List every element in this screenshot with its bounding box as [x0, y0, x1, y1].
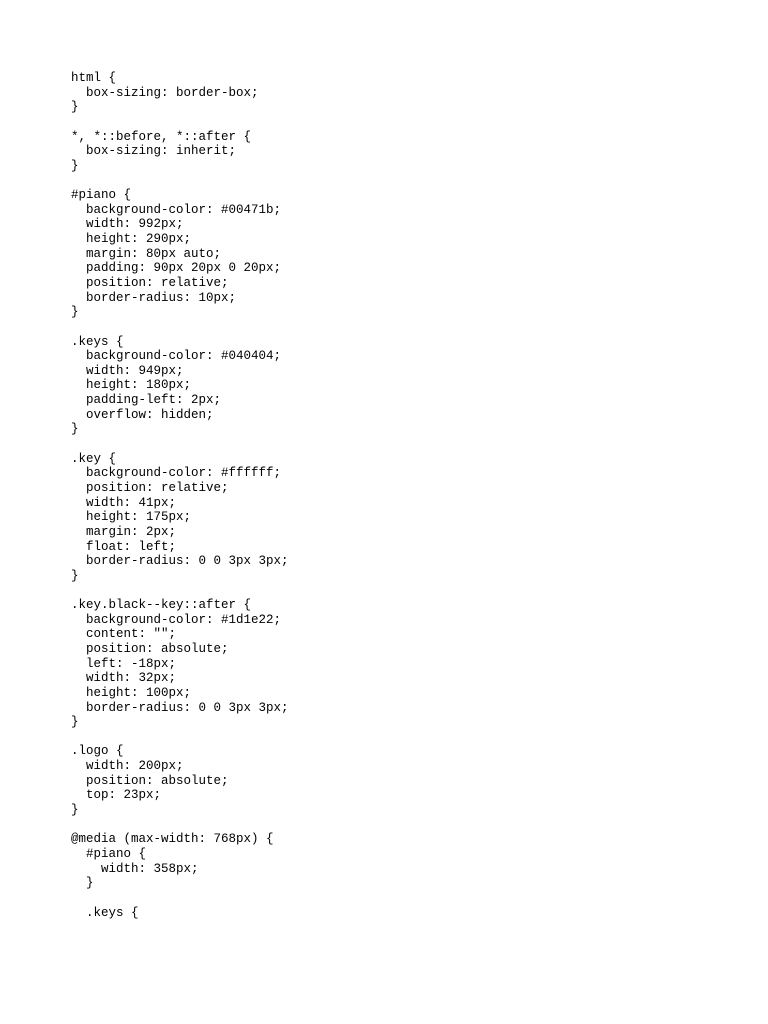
code-line: } — [71, 715, 79, 730]
code-line: border-radius: 0 0 3px 3px; — [71, 700, 289, 715]
code-line: } — [71, 876, 94, 891]
code-line: height: 100px; — [71, 685, 192, 700]
code-line: width: 32px; — [71, 671, 177, 686]
code-line: margin: 80px auto; — [71, 246, 222, 261]
code-line: #piano { — [71, 188, 132, 203]
code-line: height: 180px; — [71, 378, 192, 393]
code-line: padding: 90px 20px 0 20px; — [71, 261, 282, 276]
code-line: height: 290px; — [71, 232, 192, 247]
code-line: height: 175px; — [71, 510, 192, 525]
code-line: float: left; — [71, 539, 177, 554]
code-line: width: 200px; — [71, 759, 184, 774]
code-line: box-sizing: border-box; — [71, 85, 259, 100]
code-line: .keys { — [71, 334, 124, 349]
code-line: border-radius: 0 0 3px 3px; — [71, 554, 289, 569]
code-line: top: 23px; — [71, 788, 162, 803]
code-line: width: 41px; — [71, 495, 177, 510]
code-line: @media (max-width: 768px) { — [71, 832, 274, 847]
code-line: background-color: #1d1e22; — [71, 612, 282, 627]
code-line — [71, 173, 289, 188]
code-line — [71, 320, 289, 335]
code-line — [71, 818, 289, 833]
code-line — [71, 583, 289, 598]
code-line: } — [71, 803, 79, 818]
code-line: } — [71, 422, 79, 437]
code-line: overflow: hidden; — [71, 407, 214, 422]
code-line: .key.black--key::after { — [71, 598, 252, 613]
code-line: } — [71, 305, 79, 320]
code-line: box-sizing: inherit; — [71, 144, 237, 159]
code-line: position: relative; — [71, 275, 229, 290]
code-line: width: 992px; — [71, 217, 184, 232]
code-line: html { — [71, 71, 117, 85]
code-line: border-radius: 10px; — [71, 290, 237, 305]
code-line: #piano { — [71, 846, 147, 861]
code-line: } — [71, 158, 79, 173]
code-line — [71, 730, 289, 745]
code-line: position: absolute; — [71, 641, 229, 656]
code-line — [71, 891, 289, 906]
code-line: background-color: #040404; — [71, 349, 282, 364]
code-line: width: 358px; — [71, 861, 199, 876]
code-line: background-color: #00471b; — [71, 202, 282, 217]
code-line: padding-left: 2px; — [71, 393, 222, 408]
code-line: } — [71, 568, 79, 583]
code-line — [71, 115, 289, 130]
code-line: left: -18px; — [71, 656, 177, 671]
code-line: content: ""; — [71, 627, 177, 642]
code-line — [71, 437, 289, 452]
code-line: } — [71, 100, 79, 115]
code-line: width: 949px; — [71, 363, 184, 378]
code-line: position: relative; — [71, 480, 229, 495]
code-line: *, *::before, *::after { — [71, 129, 252, 144]
code-line: .keys { — [71, 905, 139, 920]
code-listing — [71, 71, 289, 920]
code-line: .logo { — [71, 744, 124, 759]
code-line: position: absolute; — [71, 773, 229, 788]
code-line: margin: 2px; — [71, 524, 177, 539]
code-line: background-color: #ffffff; — [71, 466, 282, 481]
code-line: .key { — [71, 451, 117, 466]
